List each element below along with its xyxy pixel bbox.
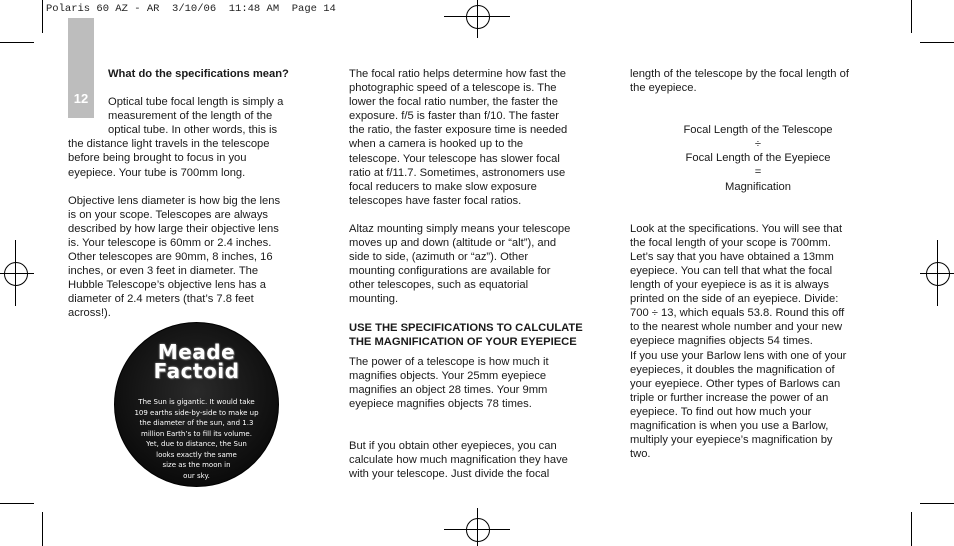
other-eyepieces-paragraph: But if you obtain other eyepieces, you can calculate how much magnification they have with your telescope. Just divide the focal	[349, 440, 568, 481]
factoid-title: Meade Factoid	[153, 340, 240, 383]
focal-length-paragraph: Optical tube focal length is simply a measurement of the length of the optical tube. In other words, this is the distance light travels in the telescope before being brought to focus in you eyepiece. Your tube is 700mm long.	[68, 96, 284, 179]
meade-factoid-badge	[114, 322, 279, 487]
objective-lens-paragraph: Objective lens diameter is how big the lens is on your scope. Telescopes are always described by how large their objective lens is. Your telescope is 60mm or 2.4 inches. Other telescopes are 90mm, 8 inches, 16 inches, or even 3 feet in diameter. The Hubble Telescope’s objective lens has a diameter of 2.4 meters (that’s 7.8 feet across!).	[68, 194, 281, 320]
continuation-paragraph: length of the telescope by the focal length of the eyepiece.	[630, 68, 849, 95]
power-paragraph: The power of a telescope is how much it magnifies objects. Your 25mm eyepiece magnifies an object 28 times. Your 9mm eyepiece magnifies objects 78 times.	[349, 355, 549, 410]
focal-ratio-paragraph: The focal ratio helps determine how fast the photographic speed of a telescope is. The lower the focal ratio number, the faster the exposure. f/5 is faster than f/10. The faster the ratio, the faster exposure time is needed when a camera is hooked up to the telescope. Your telescope has slower focal ratio at f/11.7. Sometimes, astronomers use focal reducers to make slow exposure telescopes have faster focal ratios.	[349, 68, 568, 207]
column-2	[349, 67, 607, 481]
magnification-heading: USE THE SPECIFICATIONS TO CALCULATE THE MAGNIFICATION OF YOUR EYEPIECE	[349, 321, 583, 348]
factoid-text: The Sun is gigantic. It would take 109 earths side-by-side to make up the diameter of the sun, and 1.3 million Earth’s to fill its volume. Yet, due to distance, the Sun looks exactly the same size as the moon in our sky.	[134, 398, 259, 480]
column-3	[630, 67, 886, 461]
example-paragraph: Look at the specifications. You will see that the focal length of your scope is 700mm. Let’s say that you have obtained a 13mm eyepiece. You can tell that what the focal length of your eyepiece is as it is always printed on the side of an eyepiece. Divide: 700 ÷ 13, which equals 53.8. Round this off to the nearest whole number and your new eyepiece magnifies objects 54 times. If you use your Barlow lens with one of your eyepieces, it doubles the magnification of your eyepiece. Other types of Barlows can triple or further increase the power of an eyepiece. To find out how much your magnification is when you use a Barlow, multiply your eyepiece’s magnification by two.	[630, 222, 847, 461]
page-number: 12	[73, 91, 89, 106]
column-1	[68, 67, 316, 321]
print-slug: Polaris 60 AZ - AR 3/10/06 11:48 AM Page 14	[46, 3, 336, 15]
altaz-mounting-paragraph: Altaz mounting simply means your telescope moves up and down (altitude or “alt”), and side to side, (azimuth or “az”). Other mounting configurations are available for other telescopes, such as equatorial mounting.	[349, 222, 571, 306]
section-heading: What do the specifications mean?	[108, 68, 289, 80]
magnification-formula: Focal Length of the Telescope ÷ Focal Length of the Eyepiece = Magnification	[683, 124, 833, 193]
